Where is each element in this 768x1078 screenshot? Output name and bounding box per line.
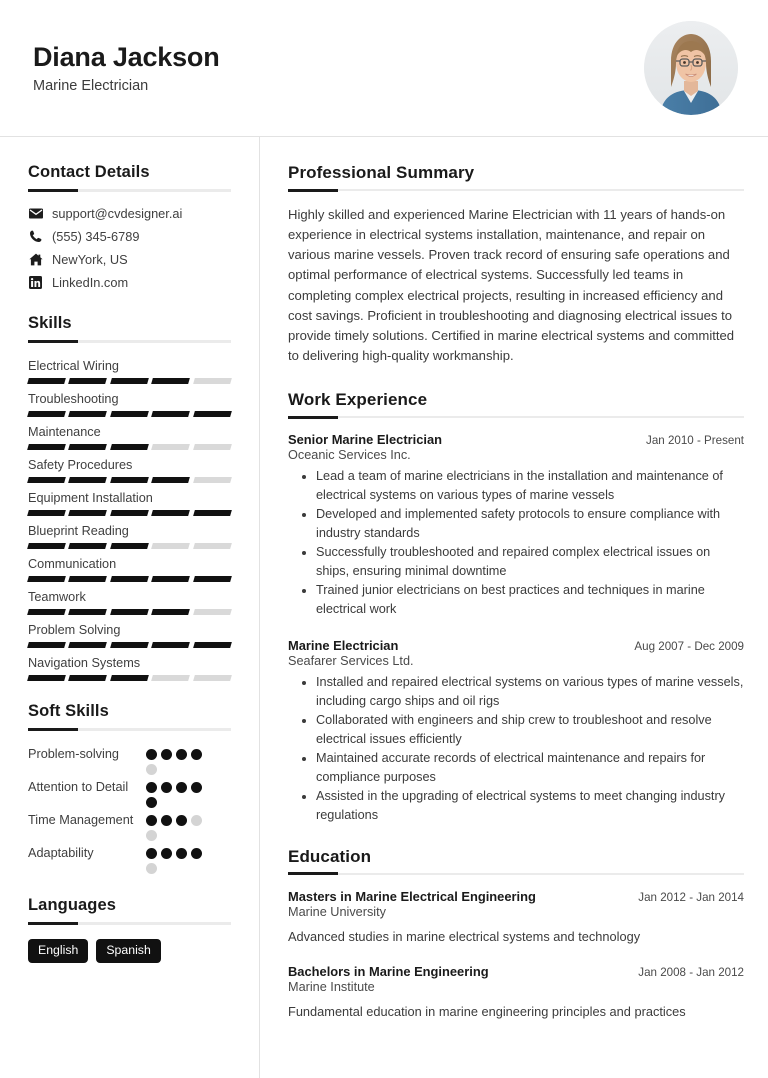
avatar-photo-icon <box>644 21 738 115</box>
job-bullet: • Maintained accurate records of electrical maintenance and repairs for compliance purposes <box>316 749 744 786</box>
job-bullet: • Lead a team of marine electricians in the installation and maintenance of electrical systems on various types of marine vessels <box>316 467 744 504</box>
home-icon <box>28 252 43 267</box>
degree-date-range: Jan 2012 - Jan 2014 <box>638 890 744 904</box>
skill-bar-segment <box>27 378 66 384</box>
spacer <box>288 624 744 638</box>
skill-bar-segment <box>27 576 66 582</box>
skill-item <box>28 357 231 384</box>
rating-dot <box>146 815 157 826</box>
skill-item <box>28 621 231 648</box>
section-heading: Skills <box>28 313 72 332</box>
skill-bar-segment <box>193 444 232 450</box>
section-divider <box>28 922 231 925</box>
skill-bar-segment <box>110 510 149 516</box>
section-education <box>288 847 744 1022</box>
education-list <box>288 889 744 1021</box>
job-organization: Oceanic Services Inc. <box>288 448 411 463</box>
skill-level-bar <box>28 510 231 516</box>
summary-text: Highly skilled and experienced Marine Electrician with 11 years of hands-on experience in electrical systems installation, maintenance, and repair on various marine vessels. Proven track record of ensuring safe operations and optimal performance of electrical systems. Successfully led teams in completing complex electrical projects, resulting in increased efficiency and cost savings. Proficient in troubleshooting and diagnosing electrical issues to provide timely solutions. Certified in marine electrical systems and committed to delivering high-quality workmanship. <box>288 207 735 363</box>
skill-item <box>28 489 231 516</box>
rating-dot <box>146 797 157 808</box>
skill-bar-segment <box>193 576 232 582</box>
skill-label: Problem Solving <box>28 622 121 637</box>
skill-bar-segment <box>110 609 149 615</box>
degree-date-range: Jan 2008 - Jan 2012 <box>638 966 744 980</box>
soft-skill-rating <box>146 745 202 775</box>
skill-bar-segment <box>193 609 232 615</box>
skill-bar-segment <box>27 675 66 681</box>
section-work-experience <box>288 390 744 825</box>
degree-title: Masters in Marine Electrical Engineering <box>288 888 536 904</box>
contact-value: LinkedIn.com <box>52 274 129 290</box>
job-role: Senior Marine Electrician <box>288 432 443 448</box>
rating-dot <box>146 749 157 760</box>
rating-dot <box>176 782 187 793</box>
entry-header <box>288 432 744 447</box>
job-bullet: • Trained junior electricians on best practices and techniques in marine electrical work <box>316 581 744 618</box>
job-bullet: • Assisted in the upgrading of electrical systems to meet changing industry regulations <box>316 787 744 824</box>
rating-dot <box>161 749 172 760</box>
languages-list <box>28 939 231 963</box>
skill-bar-segment <box>69 378 108 384</box>
entry-header <box>288 638 744 653</box>
job-bullet: • Developed and implemented safety protocols to ensure compliance with industry standards <box>316 505 744 542</box>
rating-dot <box>146 848 157 859</box>
rating-dot <box>176 815 187 826</box>
skill-level-bar <box>28 444 231 450</box>
skill-label: Maintenance <box>28 424 101 439</box>
soft-skill-label: Adaptability <box>28 845 94 860</box>
rating-dot <box>191 848 202 859</box>
skill-bar-segment <box>27 543 66 549</box>
soft-skill-item <box>28 745 231 775</box>
skill-bar-segment <box>151 378 190 384</box>
skill-bar-segment <box>69 543 108 549</box>
skill-item <box>28 588 231 615</box>
job-bullet-list <box>288 673 744 824</box>
skill-label: Blueprint Reading <box>28 523 129 538</box>
skill-label: Equipment Installation <box>28 490 153 505</box>
skill-bar-segment <box>110 543 149 549</box>
avatar <box>644 21 738 115</box>
section-heading: Contact Details <box>28 163 150 181</box>
job-organization: Seafarer Services Ltd. <box>288 654 414 669</box>
skill-level-bar <box>28 642 231 648</box>
rating-dot <box>161 782 172 793</box>
entry-header <box>288 889 744 904</box>
skill-label: Navigation Systems <box>28 656 141 671</box>
experience-entry <box>288 432 744 618</box>
spacer <box>288 831 744 847</box>
soft-skill-label: Problem-solving <box>28 746 119 761</box>
contact-value: (555) 345-6789 <box>52 228 140 244</box>
skills-list <box>28 357 231 681</box>
skill-bar-segment <box>110 411 149 417</box>
language-badge: Spanish <box>96 939 160 963</box>
sidebar-column <box>0 137 260 1078</box>
skill-level-bar <box>28 543 231 549</box>
skill-level-bar <box>28 609 231 615</box>
contact-value: support@cvdesigner.ai <box>52 205 183 221</box>
skill-bar-segment <box>69 510 108 516</box>
skill-bar-segment <box>151 675 190 681</box>
header-text-block <box>28 42 220 94</box>
contact-item-location[interactable] <box>28 252 231 267</box>
skill-level-bar <box>28 477 231 483</box>
skill-bar-segment <box>151 510 190 516</box>
skill-bar-segment <box>151 411 190 417</box>
rating-dot <box>176 848 187 859</box>
skill-bar-segment <box>110 642 149 648</box>
skill-bar-segment <box>27 444 66 450</box>
skill-item <box>28 555 231 582</box>
soft-skill-label: Time Management <box>28 812 134 827</box>
skill-item <box>28 423 231 450</box>
skill-label: Communication <box>28 556 117 571</box>
language-badge: English <box>28 939 88 963</box>
skill-bar-segment <box>110 675 149 681</box>
job-title: Marine Electrician <box>33 78 149 95</box>
job-date-range: Aug 2007 - Dec 2009 <box>634 640 744 654</box>
page-title: Diana Jackson <box>33 41 220 72</box>
experience-entry <box>288 638 744 824</box>
skill-bar-segment <box>193 675 232 681</box>
resume-body <box>0 137 768 1078</box>
soft-skill-rating <box>146 811 202 841</box>
rating-dot <box>191 749 202 760</box>
skill-bar-segment <box>193 411 232 417</box>
skill-level-bar <box>28 576 231 582</box>
skill-bar-segment <box>110 576 149 582</box>
skill-bar-segment <box>69 444 108 450</box>
rating-dot <box>176 749 187 760</box>
contact-value: NewYork, US <box>52 251 128 267</box>
envelope-icon <box>28 206 43 221</box>
skill-bar-segment <box>193 510 232 516</box>
rating-dot <box>191 815 202 826</box>
resume-header <box>0 0 768 137</box>
skill-bar-segment <box>27 510 66 516</box>
skill-bar-segment <box>110 477 149 483</box>
section-professional-summary <box>288 163 744 366</box>
skill-bar-segment <box>151 642 190 648</box>
skill-bar-segment <box>193 543 232 549</box>
section-soft-skills <box>28 702 231 874</box>
soft-skill-item <box>28 811 231 841</box>
education-description: Advanced studies in marine electrical systems and technology <box>288 928 641 944</box>
experience-list <box>288 432 744 825</box>
rating-dot <box>146 764 157 775</box>
skill-bar-segment <box>151 576 190 582</box>
rating-dot <box>161 815 172 826</box>
soft-skill-item <box>28 778 231 808</box>
skill-bar-segment <box>193 642 232 648</box>
soft-skills-list <box>28 745 231 874</box>
section-languages <box>28 896 231 963</box>
soft-skill-rating <box>146 844 202 874</box>
skill-item <box>28 654 231 681</box>
job-role: Marine Electrician <box>288 638 399 654</box>
skill-label: Safety Procedures <box>28 457 133 472</box>
rating-dot <box>146 782 157 793</box>
phone-icon <box>28 229 43 244</box>
skill-bar-segment <box>193 477 232 483</box>
skill-label: Electrical Wiring <box>28 358 119 373</box>
soft-skill-item <box>28 844 231 874</box>
education-description: Fundamental education in marine engineering principles and practices <box>288 1004 686 1020</box>
section-skills <box>28 314 231 681</box>
contact-list <box>28 206 231 290</box>
skill-bar-segment <box>69 642 108 648</box>
skill-bar-segment <box>110 444 149 450</box>
skill-bar-segment <box>69 609 108 615</box>
rating-dot <box>161 848 172 859</box>
skill-bar-segment <box>151 444 190 450</box>
skill-item <box>28 390 231 417</box>
skill-item <box>28 456 231 483</box>
skill-bar-segment <box>69 411 108 417</box>
skill-bar-segment <box>69 675 108 681</box>
section-divider <box>28 340 231 343</box>
institution-name: Marine Institute <box>288 980 375 995</box>
soft-skill-rating <box>146 778 202 808</box>
education-entry <box>288 964 744 1021</box>
rating-dot <box>146 830 157 841</box>
linkedin-icon <box>28 275 43 290</box>
rating-dot <box>191 782 202 793</box>
skill-bar-segment <box>27 477 66 483</box>
skill-bar-segment <box>69 576 108 582</box>
section-divider <box>288 873 744 875</box>
contact-item-linkedin[interactable] <box>28 275 231 290</box>
section-heading: Work Experience <box>288 389 428 409</box>
skill-bar-segment <box>27 642 66 648</box>
job-bullet: • Installed and repaired electrical systems on various types of marine vessels, including cargo ships and oil rigs <box>316 673 744 710</box>
skill-level-bar <box>28 411 231 417</box>
section-divider <box>28 189 231 192</box>
section-divider <box>288 189 744 191</box>
skill-bar-segment <box>27 411 66 417</box>
section-heading: Professional Summary <box>288 163 475 182</box>
contact-item-phone[interactable] <box>28 229 231 244</box>
job-date-range: Jan 2010 - Present <box>646 434 744 448</box>
rating-dot <box>146 863 157 874</box>
job-bullet: • Collaborated with engineers and ship crew to troubleshoot and resolve electrical issues efficiently <box>316 711 744 748</box>
skill-label: Troubleshooting <box>28 391 119 406</box>
institution-name: Marine University <box>288 904 386 919</box>
section-heading: Education <box>288 846 372 866</box>
skill-label: Teamwork <box>28 589 86 604</box>
education-entry <box>288 889 744 946</box>
job-bullet: • Successfully troubleshooted and repaired complex electrical issues on ships, ensuring minimal downtime <box>316 543 744 580</box>
skill-bar-segment <box>151 609 190 615</box>
contact-item-email[interactable] <box>28 206 231 221</box>
skill-bar-segment <box>193 378 232 384</box>
soft-skill-label: Attention to Detail <box>28 779 129 794</box>
skill-bar-segment <box>27 609 66 615</box>
degree-title: Bachelors in Marine Engineering <box>288 964 489 980</box>
section-divider <box>28 728 231 731</box>
skill-level-bar <box>28 675 231 681</box>
section-divider <box>288 416 744 418</box>
skill-item <box>28 522 231 549</box>
skill-bar-segment <box>69 477 108 483</box>
section-heading: Languages <box>28 895 117 914</box>
skill-bar-segment <box>110 378 149 384</box>
skill-bar-segment <box>151 543 190 549</box>
entry-header <box>288 964 744 979</box>
section-heading: Soft Skills <box>28 702 109 721</box>
main-column <box>260 137 768 1078</box>
spacer <box>288 952 744 964</box>
job-bullet-list <box>288 467 744 618</box>
skill-bar-segment <box>151 477 190 483</box>
section-contact-details <box>28 163 231 290</box>
skill-level-bar <box>28 378 231 384</box>
